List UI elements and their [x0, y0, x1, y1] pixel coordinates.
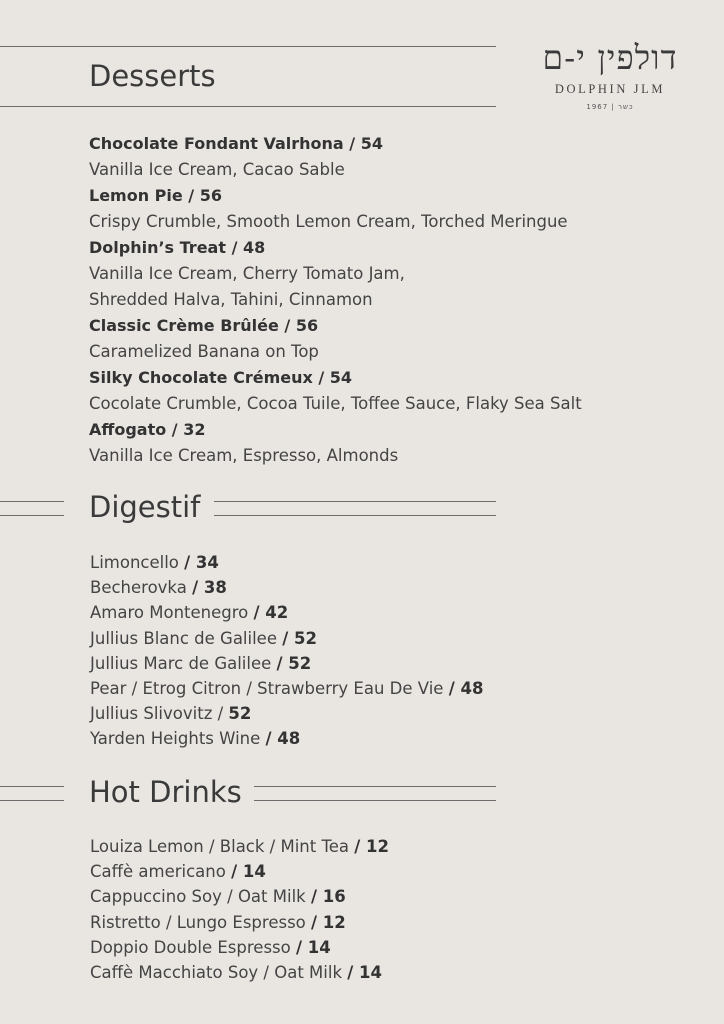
dessert-description: Vanilla Ice Cream, Espresso, Almonds — [89, 446, 399, 465]
desserts-title: Desserts — [89, 59, 216, 93]
digestif-item-price: / 48 — [448, 679, 484, 699]
hot-drink-item-name: Louiza Lemon / Black / Mint Tea — [90, 837, 355, 856]
hot-drinks-title: Hot Drinks — [89, 775, 242, 809]
dessert-description: Cocolate Crumble, Cocoa Tuile, Toffee Sauce, Flaky Sea Salt — [89, 394, 582, 413]
digestif-list — [90, 550, 483, 752]
logo-kosher: כשר — [618, 103, 634, 111]
restaurant-logo — [530, 40, 690, 111]
digestif-item — [90, 701, 483, 726]
hot-drink-item-price: / 12 — [354, 837, 389, 856]
dessert-description: Vanilla Ice Cream, Cherry Tomato Jam, — [89, 264, 405, 283]
hot-drink-item-name: Ristretto / Lungo Espresso — [90, 912, 312, 932]
hot-drinks-rule-left-top — [0, 786, 64, 787]
dessert-name: Dolphin’s Treat / 48 — [89, 238, 266, 257]
hot-drink-item-name: Cappuccino Soy / Oat Milk — [90, 887, 311, 907]
digestif-item-price: / 52 — [276, 653, 312, 673]
hot-drink-item-price: / 16 — [310, 887, 346, 907]
digestif-rule-left-top — [0, 501, 64, 502]
dessert-item — [89, 131, 582, 183]
hot-drink-item-price: / 14 — [231, 862, 266, 882]
hot-drink-item-price: / 12 — [311, 912, 346, 932]
hot-drink-item — [90, 859, 389, 884]
dessert-item — [89, 235, 582, 313]
hot-drink-item-name: Caffè Macchiato Soy / Oat Milk — [90, 963, 348, 983]
hot-drink-item-name: Doppio Double Espresso — [90, 937, 296, 957]
digestif-item-name: Limoncello — [90, 553, 185, 572]
desserts-list — [89, 131, 582, 469]
logo-subline — [530, 103, 690, 111]
hot-drink-item-price: / 14 — [347, 963, 382, 983]
dessert-item — [89, 365, 582, 417]
digestif-item-price: / 52 — [282, 628, 317, 648]
digestif-item-name: Jullius Blanc de Galilee — [90, 628, 283, 648]
desserts-rule-bottom — [0, 106, 496, 107]
dessert-name: Classic Crème Brûlée / 56 — [89, 316, 319, 335]
dessert-description: Caramelized Banana on Top — [89, 342, 319, 361]
digestif-item — [90, 726, 483, 751]
digestif-item-name: Jullius Marc de Galilee — [90, 653, 277, 673]
digestif-rule-left-bottom — [0, 515, 64, 516]
dessert-name: Affogato / 32 — [89, 420, 206, 439]
dessert-description: Vanilla Ice Cream, Cacao Sable — [89, 160, 345, 179]
digestif-item-name: Jullius Slivovitz / — [90, 704, 229, 724]
digestif-item-name: Amaro Montenegro — [90, 603, 254, 623]
digestif-item-price: 52 — [228, 704, 252, 724]
dessert-description: Crispy Crumble, Smooth Lemon Cream, Torched Meringue — [89, 212, 568, 231]
dessert-item — [89, 417, 582, 469]
digestif-rule-right-top — [214, 501, 496, 502]
digestif-item — [90, 676, 483, 701]
digestif-item-price: / 42 — [253, 603, 289, 623]
digestif-item — [90, 626, 483, 651]
logo-year: 1967 — [586, 103, 609, 111]
dessert-item — [89, 183, 582, 235]
digestif-title: Digestif — [89, 490, 201, 524]
logo-separator: | — [611, 103, 615, 111]
digestif-item — [90, 600, 483, 625]
digestif-item — [90, 575, 483, 600]
hot-drink-item-price: / 14 — [295, 937, 331, 957]
digestif-rule-right-bottom — [214, 515, 496, 516]
logo-english-name: DOLPHIN JLM — [554, 82, 666, 96]
digestif-item-name: Becherovka — [90, 578, 193, 598]
digestif-item-name: Yarden Heights Wine — [90, 729, 266, 749]
hot-drinks-list — [90, 834, 389, 985]
digestif-item-name: Pear / Etrog Citron / Strawberry Eau De Vie — [90, 679, 449, 699]
hot-drink-item-name: Caffè americano — [90, 862, 232, 882]
hot-drinks-rule-left-bottom — [0, 800, 64, 801]
hot-drink-item — [90, 910, 389, 935]
digestif-item — [90, 550, 483, 575]
digestif-item-price: / 48 — [265, 729, 301, 749]
digestif-item-price: / 38 — [192, 578, 227, 598]
digestif-item — [90, 651, 483, 676]
dessert-name: Lemon Pie / 56 — [89, 186, 222, 205]
dessert-name: Silky Chocolate Crémeux / 54 — [89, 368, 353, 387]
hot-drink-item — [90, 884, 389, 909]
hot-drinks-rule-right-top — [254, 786, 496, 787]
hot-drinks-rule-right-bottom — [254, 800, 496, 801]
hot-drink-item — [90, 960, 389, 985]
digestif-item-price: / 34 — [184, 553, 219, 572]
logo-hebrew-name: דולפין י-ם — [542, 38, 678, 77]
dessert-item — [89, 313, 582, 365]
dessert-name: Chocolate Fondant Valrhona / 54 — [89, 134, 383, 153]
desserts-rule-top — [0, 46, 496, 47]
dessert-description: Shredded Halva, Tahini, Cinnamon — [89, 290, 373, 309]
hot-drink-item — [90, 834, 389, 859]
hot-drink-item — [90, 935, 389, 960]
